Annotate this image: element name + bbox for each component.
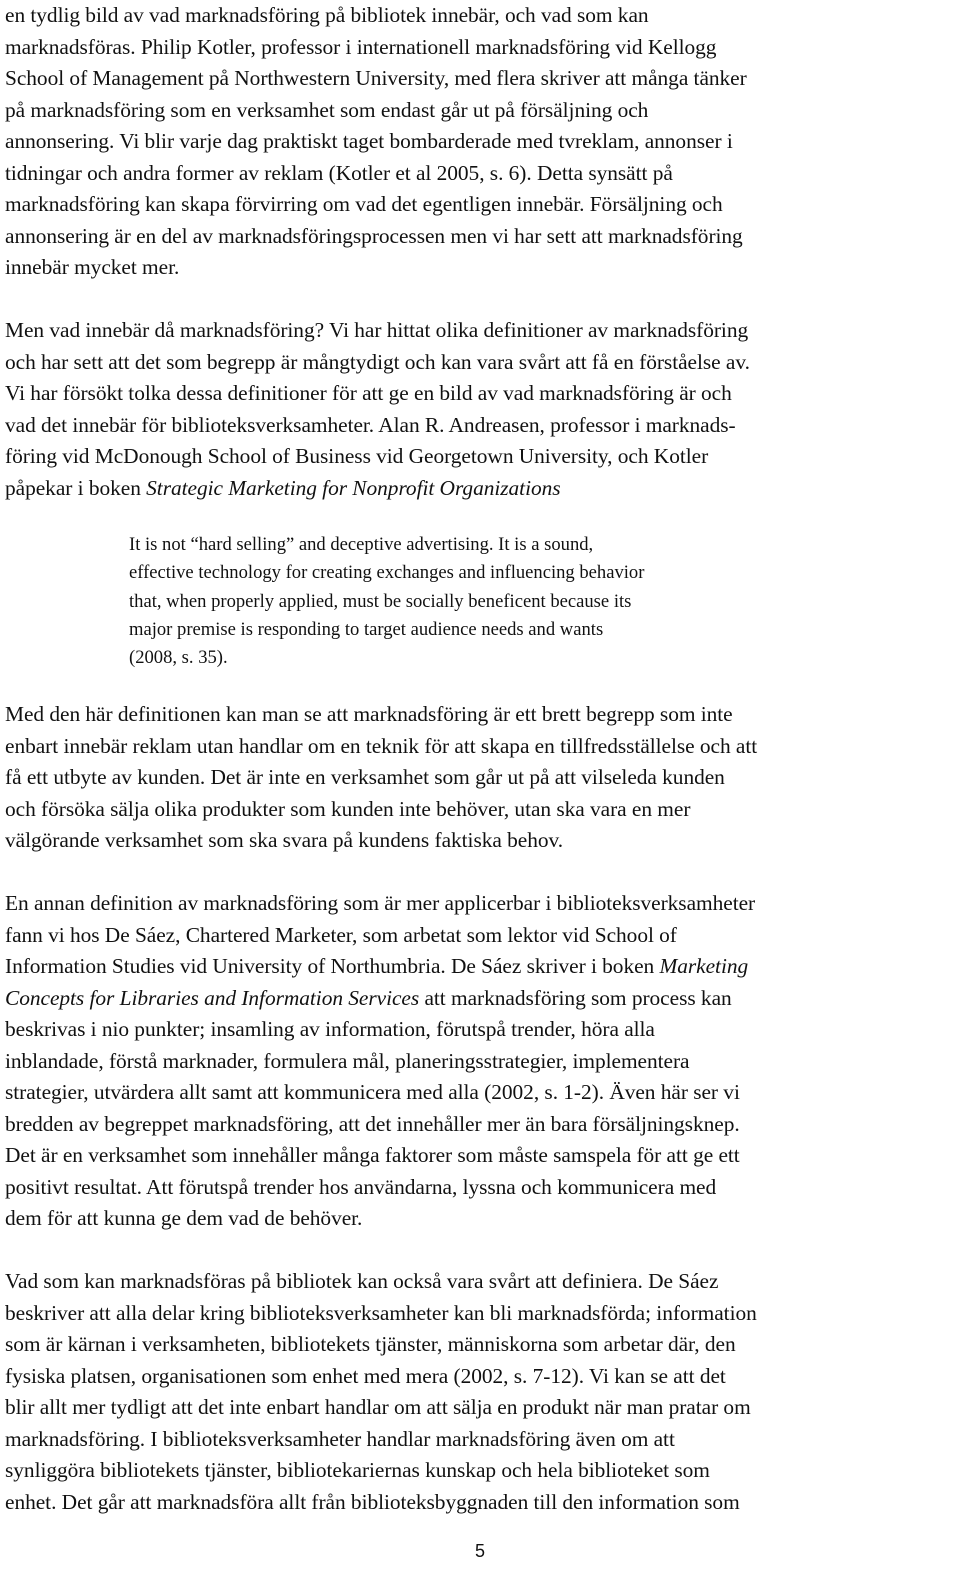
- paragraph-definitions-text: Men vad innebär då marknadsföring? Vi har hittat olika definitioner av marknadsföring och har sett att det som begrepp är mångtydigt och kan vara svårt att få en förståelse av. Vi har försökt tolka dessa definitioner för att ge en bild av vad marknadsföring är och vad det innebär för biblioteksverksamheter. Alan R. Andreasen, professor i marknads- föring vid McDonough School of Business vid Georgetown University, och Kotler påpekar i boken: [5, 318, 750, 500]
- paragraph-definition-analysis: Med den här definitionen kan man se att marknadsföring är ett brett begrepp som inte enbart innebär reklam utan handlar om en teknik för att skapa en tillfredsställelse och att få ett utbyte av kunden. Det är inte en verksamhet som går ut på att vilseleda kunden och försöka sälja olika produkter som kunden inte behöver, utan ska vara en mer välgörande verksamhet som ska svara på kundens faktiska behov.: [5, 702, 758, 853]
- document-page: [5, 0, 949, 1518]
- book-title-strategic-marketing: Strategic Marketing for Nonprofit Organizations: [146, 475, 561, 500]
- paragraph-definitions: [5, 315, 949, 504]
- paragraph-de-saez-definition: [5, 888, 949, 1235]
- paragraph-what-can-be-marketed: Vad som kan marknadsföras på bibliotek kan också vara svårt att definiera. De Sáez beskriver att alla delar kring biblioteksverksamheter kan bli marknadsförda; information som är kärnan i verksamheten, bibliotekets tjänster, människorna som arbetar där, den fysiska platsen, organisationen som enhet med mera (2002, s. 7-12). Vi kan se att det blir allt mer tydligt att det inte enbart handlar om att sälja en produkt när man pratar om marknadsföring. I biblioteksverksamheter handlar marknadsföring även om att synliggöra bibliotekets tjänster, bibliotekariernas kunskap och hela biblioteket som enhet. Det går att marknadsföra allt från biblioteksbyggnaden till den information som: [5, 1269, 757, 1514]
- block-quote: It is not “hard selling” and deceptive advertising. It is a sound, effective technology for creating exchanges and influencing behavior that, when properly applied, must be socially beneficent because its major premise is responding to target audience needs and wants (2008, s. 35).: [129, 534, 645, 669]
- page-number: 5: [474, 1541, 485, 1561]
- book-title-marketing-concepts: Marketing Concepts for Libraries and Information Services: [5, 954, 749, 1010]
- paragraph-de-saez-text-before: En annan definition av marknadsföring som är mer applicerbar i biblioteksverksamheter fann vi hos De Sáez, Chartered Marketer, som arbetat som lektor vid School of Information Studies vid University of Northumbria. De Sáez skriver i boken: [5, 891, 756, 979]
- paragraph-de-saez-text-after: att marknadsföring som process kan beskrivas i nio punkter; insamling av information, förutspå trender, höra alla inblandade, förstå marknader, formulera mål, planeringsstrategier, implementera strategier, utvärdera allt samt att kommunicera med alla (2002, s. 1-2). Även här ser vi bredden av begreppet marknadsföring, att det innehåller mer än bara försäljningsknep. Det är en verksamhet som innehåller många faktorer som måste samspela för att ge ett positivt resultat. Att förutspå trender hos användarna, lyssna och kommunicera med dem för att kunna ge dem vad de behöver.: [5, 985, 740, 1231]
- paragraph-marketing-intro: en tydlig bild av vad marknadsföring på bibliotek innebär, och vad som kan marknadsföras. Philip Kotler, professor i internationell marknadsföring vid Kellogg School of Management på Northwestern University, med flera skriver att många tänker på marknadsföring som en verksamhet som endast går ut på försäljning och annonsering. Vi blir varje dag praktiskt taget bombarderade med tvreklam, annonser i tidningar och andra former av reklam (Kotler et al 2005, s. 6). Detta synsätt på marknadsföring kan skapa förvirring om vad det egentligen innebär. Försäljning och annonsering är en del av marknadsföringsprocessen men vi har sett att marknadsföring innebär mycket mer.: [5, 3, 747, 279]
